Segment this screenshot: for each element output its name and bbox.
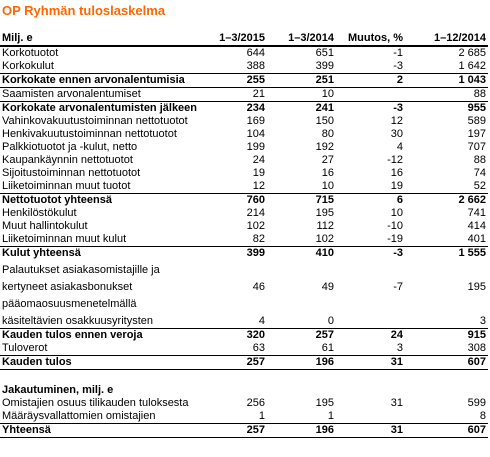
table-cell: 915 bbox=[405, 329, 488, 343]
table-cell: 80 bbox=[321, 128, 334, 140]
table-row bbox=[0, 180, 488, 194]
table-row bbox=[0, 207, 488, 220]
table-cell: 741 bbox=[467, 207, 486, 219]
row-label: Palautukset asiakasomistajille ja bbox=[2, 264, 160, 276]
table-cell bbox=[267, 260, 336, 277]
row-label: Liiketoiminnan muut tuotot bbox=[2, 180, 131, 192]
table-cell: 599 bbox=[467, 397, 486, 409]
table-cell bbox=[405, 260, 488, 277]
row-label: Jakautuminen, milj. e bbox=[2, 384, 114, 396]
table-cell bbox=[267, 294, 336, 311]
income-statement-table bbox=[0, 30, 488, 438]
table-cell: 399 bbox=[315, 60, 334, 72]
table-row bbox=[0, 46, 488, 60]
table-cell: 199 bbox=[246, 141, 265, 153]
table-cell bbox=[267, 384, 336, 397]
row-label: Kauden tulos ennen veroja bbox=[0, 329, 198, 343]
table-cell bbox=[405, 294, 488, 311]
table-cell: 21 bbox=[252, 88, 265, 100]
table-row bbox=[0, 277, 488, 294]
table-cell: 104 bbox=[246, 128, 265, 140]
table-cell: -3 bbox=[336, 247, 405, 261]
table-cell: 0 bbox=[327, 315, 334, 327]
table-cell: 1 bbox=[327, 410, 334, 422]
page-title: OP Ryhmän tuloslaskelma bbox=[2, 3, 166, 18]
table-cell: 10 bbox=[390, 207, 403, 219]
table-cell: 707 bbox=[467, 141, 486, 153]
table-cell: 1 555 bbox=[405, 247, 488, 261]
table-cell bbox=[267, 370, 336, 385]
table-cell bbox=[198, 294, 267, 311]
column-header: 1–3/2014 bbox=[267, 30, 336, 46]
table-row bbox=[0, 397, 488, 410]
table-row bbox=[0, 233, 488, 247]
table-cell: 30 bbox=[390, 128, 403, 140]
table-cell: 257 bbox=[267, 329, 336, 343]
table-cell: 31 bbox=[336, 356, 405, 370]
table-row bbox=[0, 60, 488, 74]
table-cell: 61 bbox=[321, 342, 334, 354]
table-cell: 19 bbox=[252, 167, 265, 179]
table-row bbox=[0, 74, 488, 88]
table-cell: 102 bbox=[246, 220, 265, 232]
row-label: Tuloverot bbox=[2, 342, 48, 354]
table-cell: -3 bbox=[336, 102, 405, 116]
column-header: Muutos, % bbox=[336, 30, 405, 46]
table-cell: 16 bbox=[321, 167, 334, 179]
table-cell: 955 bbox=[405, 102, 488, 116]
table-cell: 82 bbox=[252, 233, 265, 245]
column-header: 1–3/2015 bbox=[198, 30, 267, 46]
row-label: pääomaosuusmenetelmällä bbox=[2, 298, 137, 310]
table-cell: 196 bbox=[267, 356, 336, 370]
table-row bbox=[0, 260, 488, 277]
table-row bbox=[0, 294, 488, 311]
table-cell: 251 bbox=[267, 74, 336, 88]
table-cell: 12 bbox=[390, 115, 403, 127]
table-cell: 651 bbox=[315, 47, 334, 59]
row-label bbox=[0, 370, 198, 385]
table-cell: 102 bbox=[315, 233, 334, 245]
table-cell: 196 bbox=[267, 424, 336, 438]
table-cell bbox=[198, 260, 267, 277]
table-header-row bbox=[0, 30, 488, 46]
row-label: Korkotuotot bbox=[2, 47, 59, 59]
table-cell: -10 bbox=[387, 220, 403, 232]
table-cell: -1 bbox=[393, 47, 403, 59]
table-cell: 46 bbox=[252, 281, 265, 293]
table-cell bbox=[405, 370, 488, 385]
table-cell bbox=[336, 88, 405, 102]
table-cell bbox=[405, 384, 488, 397]
table-row bbox=[0, 141, 488, 154]
table-row bbox=[0, 370, 488, 385]
table-row bbox=[0, 194, 488, 208]
table-cell bbox=[198, 384, 267, 397]
table-cell: 10 bbox=[321, 180, 334, 192]
table-cell bbox=[336, 260, 405, 277]
table-cell: 760 bbox=[198, 194, 267, 208]
table-cell: 4 bbox=[396, 141, 403, 153]
table-cell: 52 bbox=[473, 180, 486, 192]
table-cell: 63 bbox=[252, 342, 265, 354]
table-cell bbox=[198, 370, 267, 385]
table-cell: 24 bbox=[336, 329, 405, 343]
table-cell: 4 bbox=[258, 315, 265, 327]
row-label: Kulut yhteensä bbox=[0, 247, 198, 261]
table-cell: 195 bbox=[315, 397, 334, 409]
table-cell: 214 bbox=[246, 207, 265, 219]
table-cell: 24 bbox=[252, 154, 265, 166]
table-cell: 74 bbox=[473, 167, 486, 179]
table-row bbox=[0, 356, 488, 370]
table-cell: -12 bbox=[387, 154, 403, 166]
table-cell: 388 bbox=[246, 60, 265, 72]
table-cell: -19 bbox=[387, 233, 403, 245]
table-row bbox=[0, 115, 488, 128]
row-label: käsiteltävien osakkuusyritysten bbox=[2, 315, 154, 327]
table-row bbox=[0, 424, 488, 438]
table-cell: 1 043 bbox=[405, 74, 488, 88]
row-label: Nettotuotot yhteensä bbox=[0, 194, 198, 208]
table-cell: 589 bbox=[467, 115, 486, 127]
table-cell: 112 bbox=[316, 220, 334, 232]
row-label: Korkokulut bbox=[2, 60, 54, 72]
table-row bbox=[0, 410, 488, 424]
row-label: Liiketoiminnan muut kulut bbox=[2, 233, 127, 245]
row-label: Saamisten arvonalentumiset bbox=[2, 88, 141, 100]
table-cell bbox=[336, 410, 405, 424]
table-cell bbox=[336, 370, 405, 385]
table-cell: 3 bbox=[479, 315, 486, 327]
table-cell: 49 bbox=[321, 281, 334, 293]
table-cell: 399 bbox=[198, 247, 267, 261]
row-label: Sijoitustoiminnan nettotuotot bbox=[2, 167, 141, 179]
table-body bbox=[0, 30, 488, 438]
table-cell: 308 bbox=[467, 342, 486, 354]
table-cell: 234 bbox=[198, 102, 267, 116]
table-row bbox=[0, 167, 488, 180]
table-cell: 27 bbox=[321, 154, 334, 166]
table-cell: 644 bbox=[246, 47, 265, 59]
table-cell: 8 bbox=[479, 410, 486, 422]
row-label: Henkivakuutustoiminnan nettotuotot bbox=[2, 128, 177, 140]
row-label: Palkkiotuotot ja -kulut, netto bbox=[2, 141, 138, 153]
table-cell: 2 662 bbox=[405, 194, 488, 208]
table-cell: 192 bbox=[315, 141, 334, 153]
table-cell: 257 bbox=[198, 356, 267, 370]
table-cell bbox=[336, 311, 405, 329]
table-cell: 241 bbox=[267, 102, 336, 116]
table-cell bbox=[336, 294, 405, 311]
table-cell: -7 bbox=[393, 281, 403, 293]
table-row bbox=[0, 88, 488, 102]
table-cell: 150 bbox=[315, 115, 334, 127]
table-cell: 6 bbox=[336, 194, 405, 208]
table-cell: -3 bbox=[393, 60, 403, 72]
table-cell: 195 bbox=[315, 207, 334, 219]
table-cell: 3 bbox=[396, 342, 403, 354]
row-label: Yhteensä bbox=[0, 424, 198, 438]
table-cell: 414 bbox=[467, 220, 486, 232]
table-cell: 12 bbox=[252, 180, 265, 192]
table-cell: 256 bbox=[246, 397, 265, 409]
row-label: Korkokate arvonalentumisten jälkeen bbox=[2, 102, 198, 114]
table-row bbox=[0, 342, 488, 356]
table-cell: 607 bbox=[405, 356, 488, 370]
row-label: Henkilöstökulut bbox=[2, 207, 77, 219]
table-cell: 257 bbox=[198, 424, 267, 438]
row-label: Omistajien osuus tilikauden tuloksesta bbox=[2, 397, 189, 409]
row-label: Muut hallintokulut bbox=[2, 220, 88, 232]
column-header: Milj. e bbox=[0, 30, 198, 46]
table-cell: 195 bbox=[467, 281, 486, 293]
row-label: Kaupankäynnin nettotuotot bbox=[2, 154, 133, 166]
table-cell: 410 bbox=[267, 247, 336, 261]
row-label: Korkokate ennen arvonalentumisia bbox=[0, 74, 198, 88]
row-label: Kauden tulos bbox=[0, 356, 198, 370]
table-cell: 88 bbox=[473, 88, 486, 100]
table-cell: 255 bbox=[198, 74, 267, 88]
table-row bbox=[0, 311, 488, 329]
table-cell: 19 bbox=[390, 180, 403, 192]
table-cell: 169 bbox=[246, 115, 265, 127]
table-cell: 88 bbox=[473, 154, 486, 166]
table-row bbox=[0, 154, 488, 167]
table-cell: 197 bbox=[467, 128, 486, 140]
table-cell: 1 bbox=[258, 410, 265, 422]
table-cell bbox=[336, 384, 405, 397]
table-cell: 31 bbox=[336, 424, 405, 438]
table-cell: 31 bbox=[390, 397, 403, 409]
table-row bbox=[0, 247, 488, 261]
table-row bbox=[0, 220, 488, 233]
column-header: 1–12/2014 bbox=[405, 30, 488, 46]
row-label: Määräysvallattomien omistajien bbox=[2, 410, 156, 422]
table-cell: 715 bbox=[267, 194, 336, 208]
row-label: Vahinkovakuutustoiminnan nettotuotot bbox=[2, 115, 188, 127]
table-cell: 320 bbox=[198, 329, 267, 343]
table-row bbox=[0, 102, 488, 116]
table-cell: 10 bbox=[321, 88, 334, 100]
table-cell: 2 685 bbox=[458, 47, 486, 59]
table-row bbox=[0, 384, 488, 397]
row-label: kertyneet asiakasbonukset bbox=[2, 281, 133, 293]
table-row bbox=[0, 329, 488, 343]
table-cell: 401 bbox=[467, 233, 486, 245]
table-cell: 1 642 bbox=[458, 60, 486, 72]
table-cell: 2 bbox=[336, 74, 405, 88]
table-cell: 607 bbox=[405, 424, 488, 438]
table-cell: 16 bbox=[390, 167, 403, 179]
table-row bbox=[0, 128, 488, 141]
